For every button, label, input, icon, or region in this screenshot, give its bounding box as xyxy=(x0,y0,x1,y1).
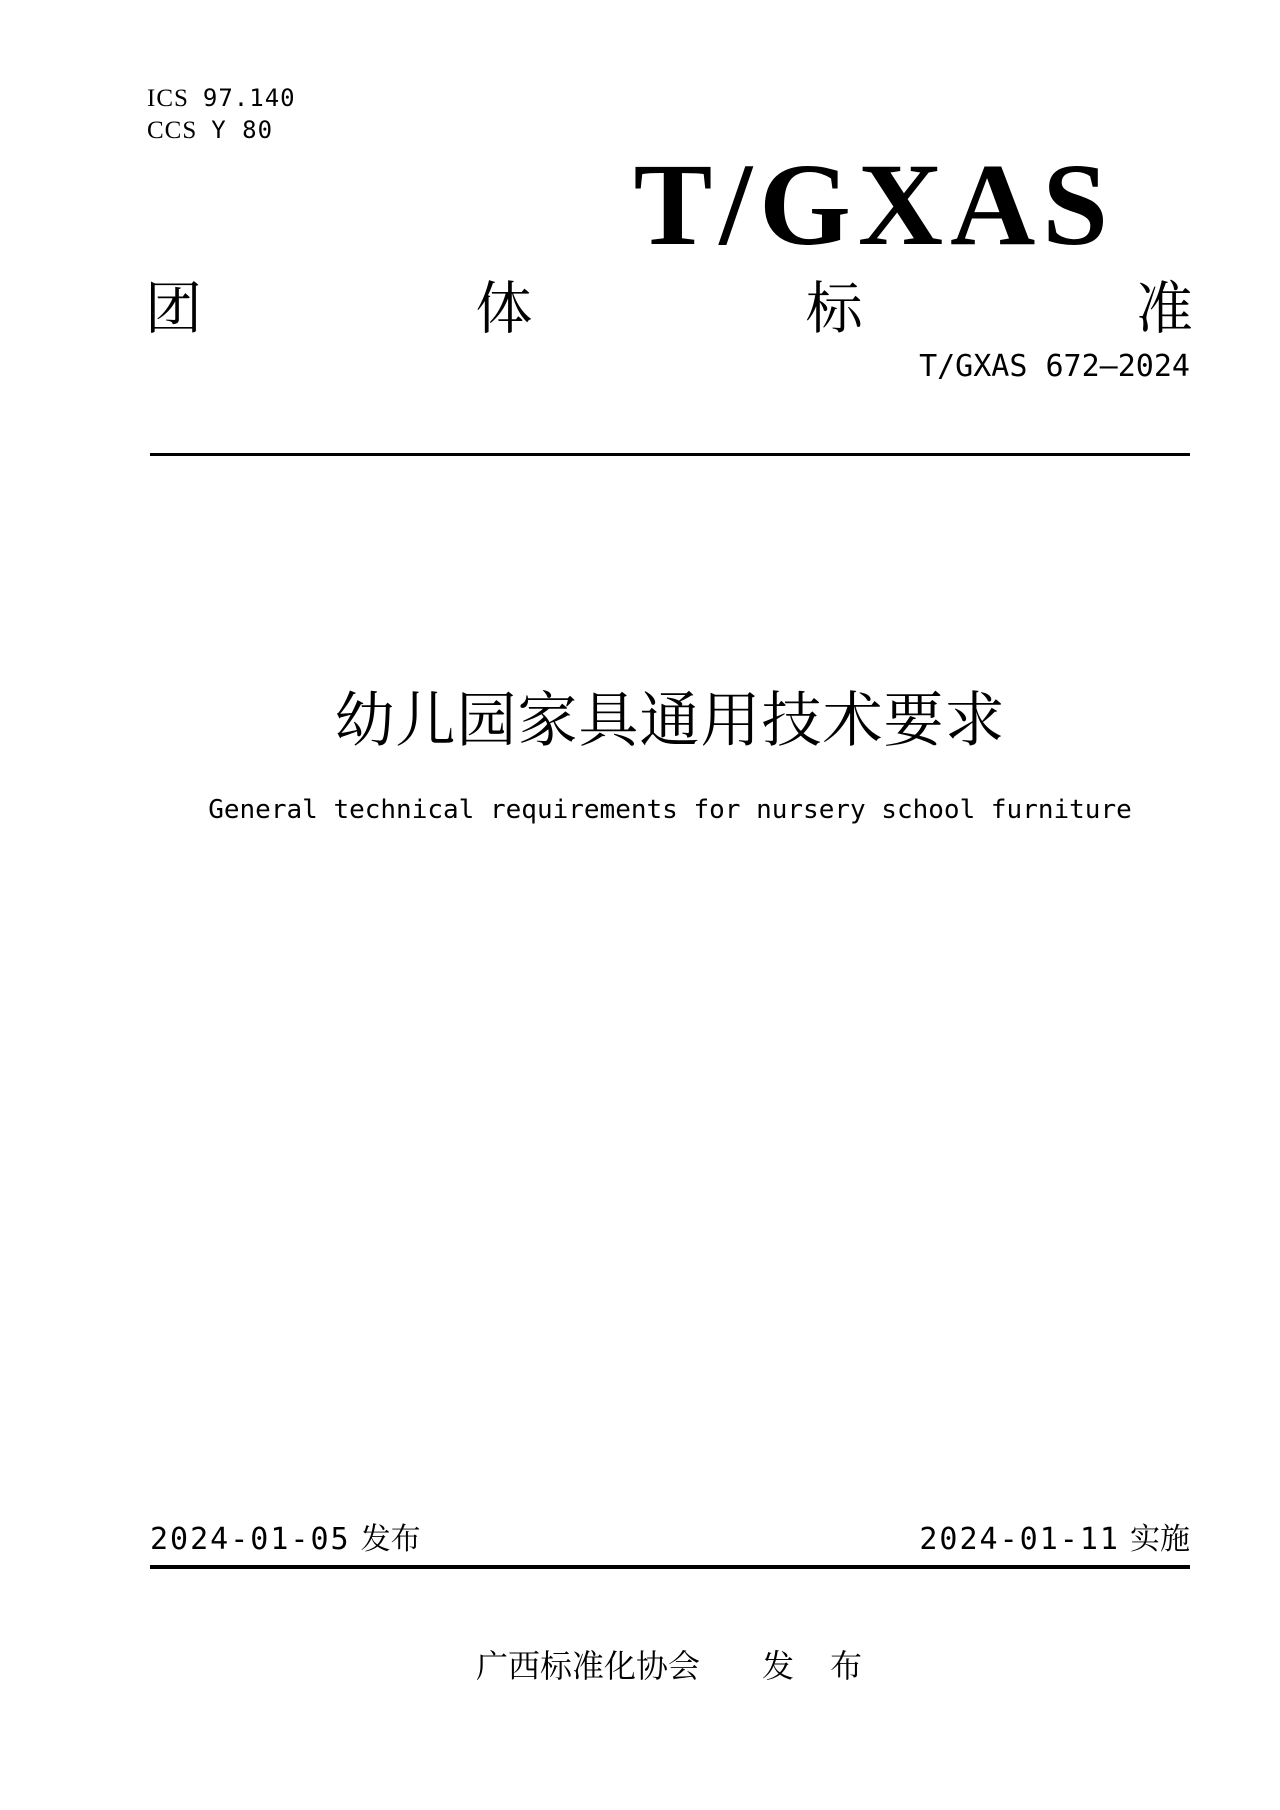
standards-body-wordmark: T/GXAS xyxy=(633,139,1115,270)
ccs-label: CCS xyxy=(147,117,198,144)
issue-date-group xyxy=(150,1522,421,1558)
implementation-date-group xyxy=(919,1522,1190,1558)
doc-type-char-4: 准 xyxy=(1135,277,1193,341)
implementation-date: 2024-01-11 xyxy=(919,1522,1120,1557)
implementation-date-label: 实施 xyxy=(1130,1523,1190,1556)
ics-code-line xyxy=(147,86,296,111)
document-type-row xyxy=(145,278,1193,340)
publisher-line xyxy=(150,1646,1190,1686)
document-title-english: General technical requirements for nursery school furniture xyxy=(208,795,1132,825)
issue-date-label: 发布 xyxy=(360,1523,421,1556)
issue-date: 2024-01-05 xyxy=(150,1522,351,1557)
ccs-code-line xyxy=(147,118,273,143)
publish-action-label: 发 布 xyxy=(762,1648,865,1684)
doc-type-char-1: 团 xyxy=(145,277,202,341)
standard-number: T/GXAS 672—2024 xyxy=(919,349,1190,384)
ics-value: 97.140 xyxy=(202,84,296,112)
publisher-name: 广西标准化协会 xyxy=(475,1648,700,1684)
ics-label: ICS xyxy=(147,85,189,112)
doc-type-char-2: 体 xyxy=(475,277,533,341)
header-rule xyxy=(150,453,1190,456)
footer-rule xyxy=(150,1565,1190,1569)
ccs-value: Y 80 xyxy=(211,116,274,144)
dates-row xyxy=(150,1522,1190,1558)
doc-type-char-3: 标 xyxy=(805,277,863,341)
document-title-chinese: 幼儿园家具通用技术要求 xyxy=(334,687,1006,754)
